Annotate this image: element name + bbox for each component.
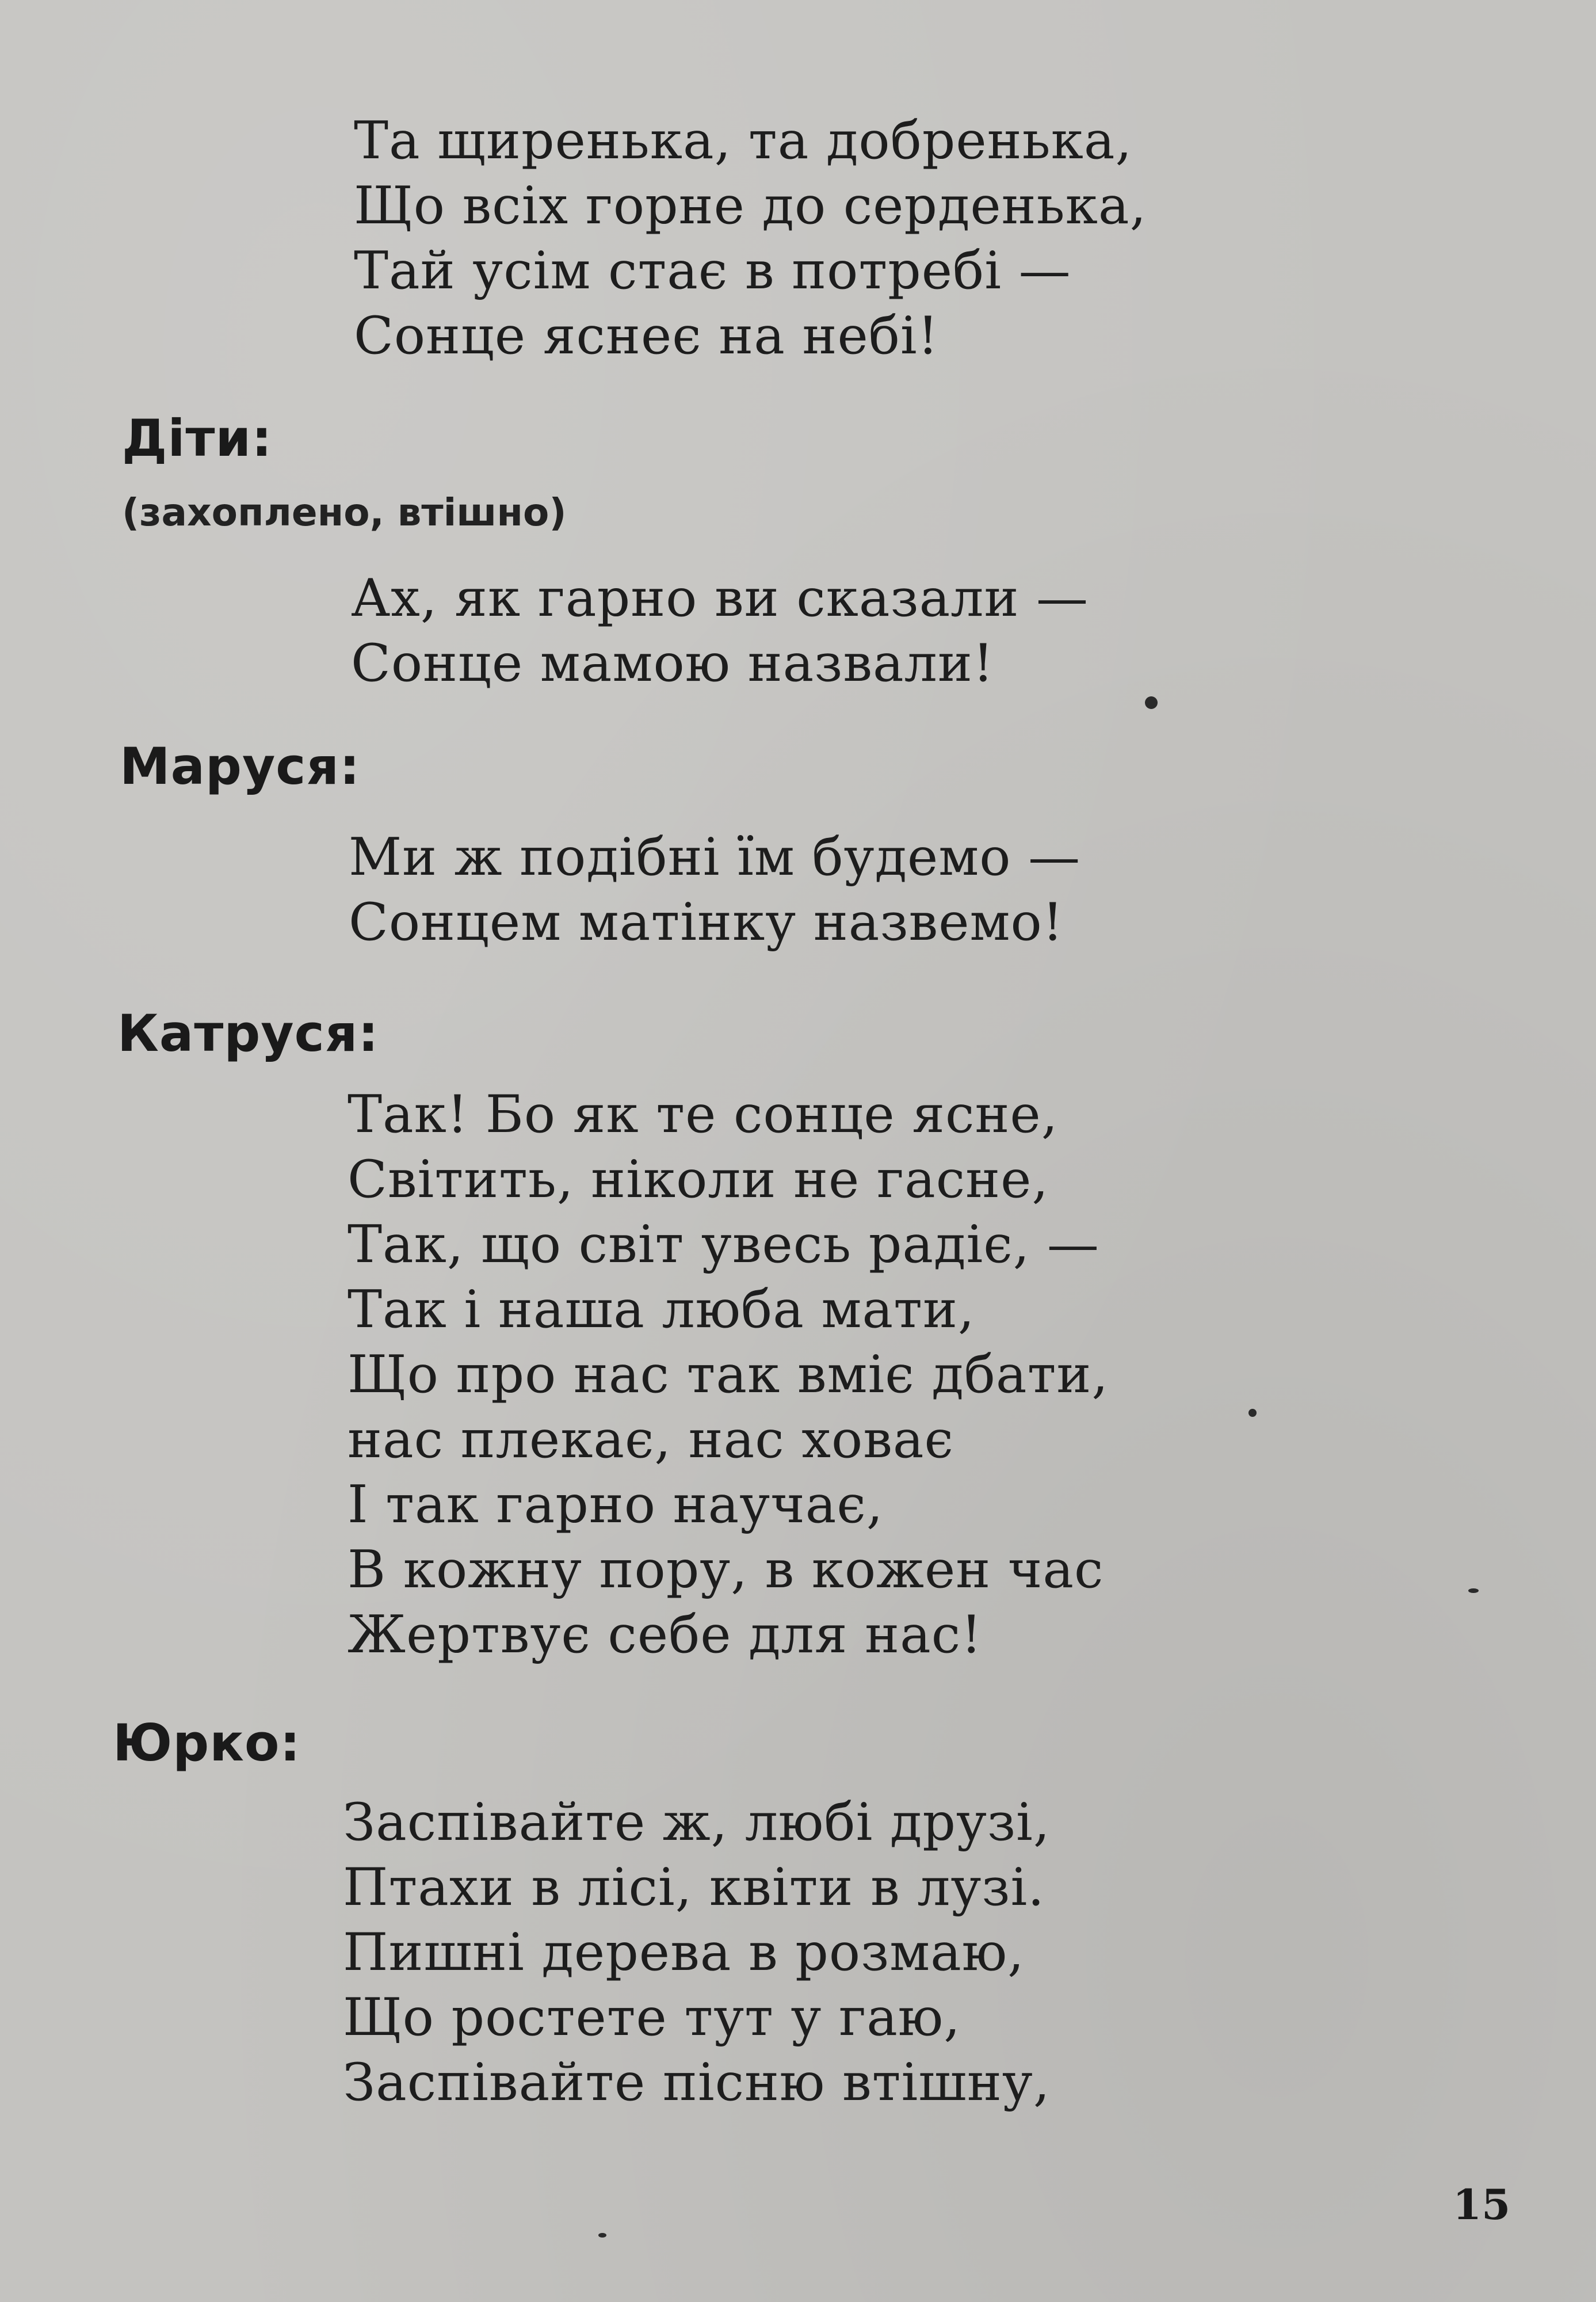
verse-line: Заспівайте ж, любі друзі, [343,1792,1051,1853]
verse-line: В кожну пору, в кожен час [348,1539,1104,1600]
verse-stanza [348,1082,1109,1667]
verse-line: Що всіх горне до серденька, [354,176,1147,236]
verse-line: Так! Бо як те сонце ясне, [348,1084,1059,1145]
speaker-label: Катруся: [117,1004,379,1063]
verse-line: Сонцем матінку назвемо! [349,892,1064,952]
verse-line: Ах, як гарно ви сказали — [351,568,1089,628]
verse-line: Сонце мамою назвали! [351,633,994,693]
verse-stanza [343,1790,1050,2115]
verse-stanza [351,566,1089,696]
verse-line: Тай усім стає в потребі — [354,241,1071,301]
verse-line: Пишні дерева в розмаю, [343,1922,1025,1983]
verse-line: Сонце яснеє на небі! [354,306,939,366]
ink-speck [598,2233,606,2238]
verse-line: Ми ж подібні їм будемо — [349,827,1081,887]
ink-speck [1468,1588,1479,1593]
stage-direction: (захоплено, втішно) [122,490,567,535]
verse-stanza [349,825,1080,955]
page-number: 15 [1453,2180,1511,2229]
verse-line: І так гарно научає, [348,1474,884,1535]
speaker-label: Маруся: [120,737,361,796]
verse-line: Так і наша люба мати, [348,1279,975,1340]
verse-line: Та щиренька, та добренька, [354,110,1133,171]
verse-line: Заспівайте пісню втішну, [343,2052,1051,2113]
verse-line: Птахи в лісі, квіти в лузі. [343,1857,1045,1918]
verse-line: Що ростете тут у гаю, [343,1987,961,2048]
speaker-label: Юрко: [113,1713,301,1773]
verse-line: Що про нас так вміє дбати, [348,1344,1109,1405]
speaker-label: Діти: [122,409,273,468]
verse-line: Жертвує себе для нас! [348,1604,983,1665]
verse-line: Так, що світ увесь радіє, — [348,1214,1099,1275]
verse-stanza [354,108,1147,368]
verse-line: Світить, ніколи не гасне, [348,1149,1049,1210]
ink-speck [1248,1409,1257,1417]
verse-line: нас плекає, нас ховає [348,1409,954,1470]
ink-speck [1145,696,1158,709]
